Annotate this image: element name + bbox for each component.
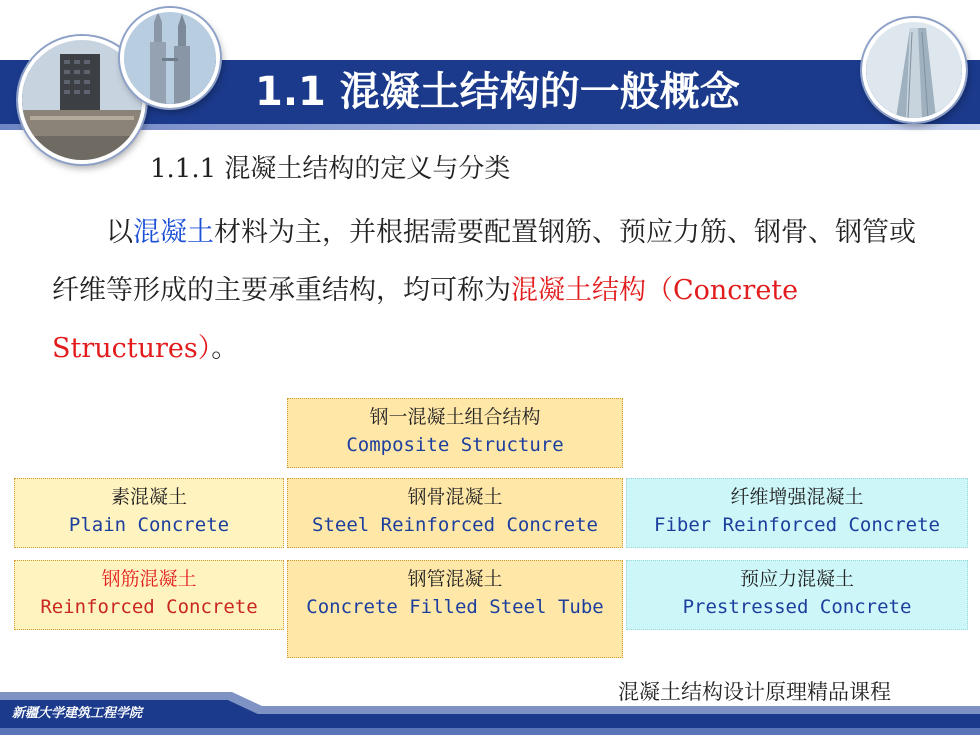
footer-bar (0, 688, 980, 735)
paragraph-text-2: 材料为主，并根据需要配置钢筋、预应力筋、钢骨、钢管或纤维等形成的主要承重结构，均可称为 (52, 217, 916, 306)
box-reinforced-zh: 钢筋混凝土 (101, 568, 197, 590)
definition-paragraph (52, 204, 932, 378)
section-heading: 1.1.1 混凝土结构的定义与分类 (150, 154, 511, 184)
paragraph-text-1: 以 (106, 217, 133, 248)
box-composite-zh: 钢一混凝土组合结构 (369, 406, 541, 428)
box-fiber-zh: 纤维增强混凝土 (730, 486, 864, 508)
banner-stripe (0, 124, 980, 130)
page-title: 1.1 混凝土结构的一般概念 (255, 69, 740, 115)
box-prestressed-concrete (626, 560, 968, 630)
box-plain-en: Plain Concrete (68, 514, 230, 536)
box-reinforced-concrete (14, 560, 284, 630)
towers-photo (120, 8, 220, 108)
box-prestressed-zh: 预应力混凝土 (739, 568, 854, 590)
skyscraper-photo-right (862, 18, 966, 122)
box-steel-reinforced-zh: 钢骨混凝土 (407, 486, 503, 508)
box-steel-reinforced-concrete (287, 478, 623, 548)
box-plain-concrete (14, 478, 284, 548)
school-name: 新疆大学建筑工程学院 (12, 706, 143, 721)
term-concrete-structures-red: 混凝土结构（Concrete Structures） (52, 275, 799, 364)
term-concrete-blue: 混凝土 (133, 217, 214, 248)
box-filled-tube-zh: 钢管混凝土 (407, 568, 503, 590)
box-filled-tube-en: Concrete Filled Steel Tube (306, 596, 604, 618)
box-prestressed-en: Prestressed Concrete (682, 596, 912, 618)
box-composite-en: Composite Structure (346, 434, 564, 456)
paragraph-text-3: 。 (211, 333, 239, 364)
box-fiber-reinforced-concrete (626, 478, 968, 548)
box-plain-zh: 素混凝土 (110, 486, 187, 508)
box-composite-structure (287, 398, 623, 468)
box-steel-reinforced-en: Steel Reinforced Concrete (312, 514, 598, 536)
box-concrete-filled-steel-tube (287, 560, 623, 658)
course-name: 混凝土结构设计原理精品课程 (618, 680, 891, 704)
box-fiber-en: Fiber Reinforced Concrete (654, 514, 940, 536)
box-reinforced-en: Reinforced Concrete (40, 596, 258, 618)
